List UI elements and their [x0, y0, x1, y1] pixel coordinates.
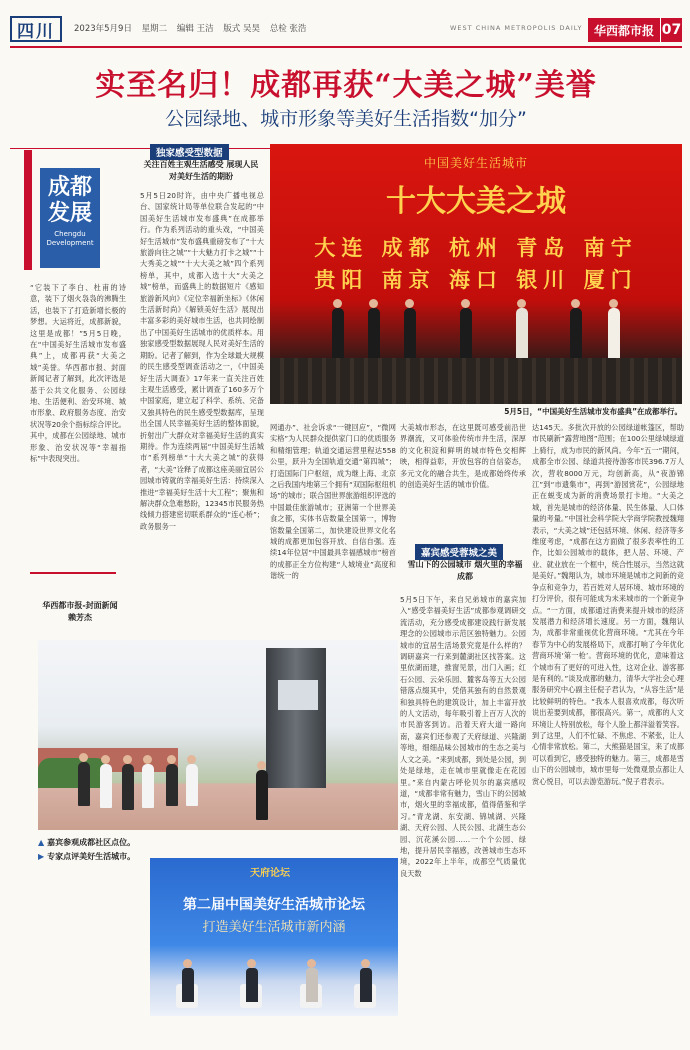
audience: [270, 358, 682, 404]
accent-bar: [24, 150, 32, 270]
forum-slogan: 打造美好生活城市新内涵: [202, 920, 346, 935]
caption-visit: ▲ 嘉宾参观成都社区点位。: [38, 838, 136, 847]
section-subhead: 关注百姓主观生活感受 展现人民对美好生活的期盼: [143, 160, 259, 181]
paper-brand-logo: 华西都市报: [588, 18, 660, 42]
issue-weekday: 星期二: [141, 24, 168, 34]
section-heading-1: [140, 144, 262, 188]
article-column-2: 5月5日20时许，由中央广播电视总台、国家统计局等单位联合发起的“中国美好生活城市发布盛典”在成都举行。作为系列活动的重头戏，“中国美好生活城市”发布盛典重磅发布了“十大旅游向往之城”“十大魅力打卡之城”“十大秀美之城”“十大大美之城”四个系列榜单，其中，成都入选十大“大美之城”榜单，而盛典上的数据短片《感知旅游新风向》《定位幸福新坐标》《休闲生活新时尚》《解锁美好生活》展现出丰富多彩的美好城市生活，也共同绘制出了中国美好生活城市的优质样本。用独家感受型数据展现人民对美好生活的期盼。记者了解到，作为全球最大规模的民生感受型调查活动之一，《中国美好生活大调查》17年来一直关注百姓主观生活感受，累计调查了160多万个中国家庭，建立起了科学、系统、完备又独具特色的民生感受型数据库，呈现出全国人民幸福美好生活的整体面貌，折射出广大群众对幸福美好生活的真实期待。作为连续两届“中国美好生活城市”系列榜单“十大大美之城”的获得者，“大美”诠释了成都这座美丽宜居公园城市铸就的幸福美好生活：持续深入推进“幸福美好生活十大工程”；聚焦和解决群众急难愁盼，12345市民服务热线倾力搭建密切联系群众的“连心桥”；政务服务一: [140, 191, 264, 531]
byline: [30, 600, 130, 624]
visitor: [256, 770, 268, 820]
stage-person: [570, 308, 582, 364]
visitor: [142, 764, 154, 808]
forum-title: 第二届中国美好生活城市论坛: [183, 897, 365, 913]
badge-english: Chengdu Development: [46, 230, 94, 247]
section-label: 四川: [10, 16, 62, 42]
badge-title: 成都发展: [47, 174, 92, 226]
community-visit-photo: [38, 640, 398, 830]
column-badge: [40, 168, 100, 268]
byline-author: 赖芳杰: [68, 613, 92, 622]
stage-person: [460, 308, 472, 364]
visitor: [166, 764, 178, 806]
section-subhead: 雪山下的公园城市 烟火里的幸福成都: [407, 560, 523, 581]
panelist: [246, 968, 258, 1002]
issue-meta: [74, 22, 313, 34]
triangle-up-icon: ▲: [38, 838, 45, 847]
page-header: [10, 10, 682, 48]
sub-headline: 公园绿地、城市形象等美好生活指数“加分”: [165, 108, 527, 130]
paper-english-name: WEST CHINA METROPOLIS DAILY: [450, 24, 583, 32]
byline-outlet: 华西都市报-封面新闻: [42, 601, 118, 610]
ceremony-photo: [270, 144, 682, 404]
forum-logo: 天府论坛: [250, 868, 290, 879]
trees: [38, 758, 108, 788]
stage-person: [608, 308, 620, 364]
visitor: [78, 762, 90, 806]
lead-paragraph: “它装下了李白、杜甫的诗意，装下了烟火袅袅的沸腾生活，也装下了打造新增长极的梦想。大运将近，成都新貌，这里是成都！”5月5日晚，在“中国美好生活城市发布盛典”上，成都再获“大美之城”美誉。华西都市报、封面新闻记者了解到，此次评选是基于公共文化服务、公园绿地、生活便利、治安环境、城市形象、政府服务态度、治安状况等20余个指标综合评比。其中，成都在公园绿地、城市形象、治安状况等“幸福指标”中表现突出。: [30, 283, 126, 464]
article-column-3: 网通办”、社会诉求“一键回应”，“微网实格”为人民群众提供家门口的优质服务和精细管理；轨道交通运营里程达558公里，跃升为全国轨道交通“第四城”；打造国际门户枢纽，成为继上海、北京之后我国内地第三个拥有“双国际枢纽机场”的城市；联合国世界旅游组织评选的中国最佳旅游城市；亚洲第一个世界美食之都，实体书店数量全国第一，博物馆数量全国第二，加快建设世界文化名城的成都更加包容开放、自信自强。连续14年位居“中国最具幸福感城市”榜首的成都正全方位构建“人城境业”高度和谐统一的: [270, 423, 396, 581]
panelist: [360, 968, 372, 1002]
stage-screen-headline: 十大大美之城: [386, 184, 566, 219]
section-heading-2: [405, 544, 525, 588]
main-headline: 实至名归！成都再获“大美之城”美誉: [95, 68, 597, 103]
triangle-right-icon: ▶: [38, 852, 45, 861]
section-tag: 独家感受型数据: [150, 144, 229, 160]
design-credit: 版式 吴昊: [223, 24, 260, 34]
panelist: [306, 968, 318, 1002]
caption-expert: ▶ 专家点评美好生活城市。: [38, 852, 136, 861]
article-column-4: 大美城市形态，在这里既可感受前沿世界潮流，又可体验传统市井生活，深厚的文化积淀和鲜明的城市特色交相辉映，相得益彰，开放包容的自信姿态，多元文化的融合共生，是成都始终传承的创造美好生活的城市价值。: [400, 423, 526, 490]
editor-credit: 编辑 王洁: [176, 24, 214, 34]
panelist: [182, 968, 194, 1002]
forum-photo: [150, 858, 398, 1016]
photo-caption: 5月5日，“中国美好生活城市发布盛典”在成都举行。: [504, 407, 682, 416]
stage-screen-top: 中国美好生活城市: [423, 156, 528, 170]
page-number: 07: [660, 18, 682, 42]
stage-screen-cities-row2: 贵阳 南京 海口 银川 厦门: [314, 268, 638, 292]
tower-window: [278, 680, 318, 710]
article-column-4b: 5月5日下午，来自兄弟城市的嘉宾加入“感受幸福美好生活”成都参观调研交流活动，充分感受成都建设践行新发展理念的公园城市示范区独特魅力。公园城市的宜居生活场景究竟是什么样的？调研嘉宾一行来到麓湖社区找答案。这里依湖而建，推窗见景，出门入画；红石公园、云朵乐园、麓客岛等五大公园错落点缀其中，凭借其独有的自然景观和独具特色的建筑设计，加上丰富开放的人文活动，每年吸引着上百万人次的市民游客到访。沿着天府大道一路向南，嘉宾们还参观了天府绿道、兴隆湖等地，细细品味公园城市的生态之美与人文之美。“来到成都，到处是公园，到处是绿地，走在城市里就像走在花园里。”来自内蒙古呼伦贝尔的嘉宾感叹道，“成都非常有魅力，雪山下的公园城市，烟火里的幸福成都，值得借鉴和学习。”青龙湖、东安湖、锦城湖、兴隆湖、天府公园、人民公园、北湖生态公园、沉花溪公园……一个个公园、绿地，提升居民幸福感，改善城市生态环境，2022年上半年，成都空气质量优良天数: [400, 595, 526, 878]
divider: [30, 572, 116, 580]
section-tag: 嘉宾感受蓉城之美: [415, 544, 503, 560]
visitor: [122, 764, 134, 810]
stage-person: [516, 308, 528, 364]
proof-credit: 总检 张浩: [269, 24, 307, 34]
stage-person: [332, 308, 344, 364]
visitor: [186, 764, 198, 806]
stage-person: [368, 308, 380, 364]
article-column-5: 达145天。多批次开放的公园绿道帐篷区，帮助市民刷新“露营地图”范围；在100公里绿城绿道上骑行，成为市民的新风尚。今年“五一”期间，成都全市公园、绿道共接待游客市民396.7万人次，营收8000万元，均创新高，从“夜游锦江”到“市遗集市”，再到“游园赏花”，公园绿地正在蜕变成为新的消费场景打卡地。“大美之城，首先是城市的经济体量、民生体量、人口体量的考量。”中国社会科学院大学商学院教授魏翔表示，“大美之城”还包括环境、休闲、经济等多维度考虑，“成都在这方面做了很多表率性的工作，比如公园城市的载体，把人居、环境、产业、就业放在一个框中，统合性展示，当然这就是美好。”魏翔认为，城市环境是城市之间新的竞争点和竞争力，若百姓对人居环境、城市环境的打分评价，很有可能成为未来城市的一个新竞争点。“一方面，成都通过消费来提升城市的经济发展潜力和经济增长速度。另一方面，魏翔认为，成都非常重视优化营商环境。“尤其在今年春节为中心的发展格局下，成都打响了今年优化营商环境‘第一枪’。营商环境的优化，意味着这个城市有了更好的可进入性，这对企业、游客都是有利的。”谈及成都的魅力，清华大学社会心理服务研究中心副主任倪子君认为，“从容生活”是比较鲜明的特色。“我本人很喜欢成都，每次听说出差要到成都，都很高兴。第一，成都的人文环境让人特别放松，每个人脸上都洋溢着笑容。到了这里，人们不忙碌、不焦虑、不紧张，让人心情非常放松。第二，大熊猫是国宝，来了成都可以看到它，感受独特的魅力。第三，成都是雪山下的公园城市，城市里每一处微观景点都让人赏心悦目，可以去游览游玩。”倪子君表示。: [532, 423, 684, 786]
issue-date: 2023年5月9日: [74, 24, 132, 34]
stage-screen-cities-row1: 大连 成都 杭州 青岛 南宁: [314, 236, 638, 260]
stage-person: [404, 308, 416, 364]
headline-block: [10, 54, 682, 149]
tower-building: [266, 648, 326, 788]
visitor: [100, 764, 112, 808]
